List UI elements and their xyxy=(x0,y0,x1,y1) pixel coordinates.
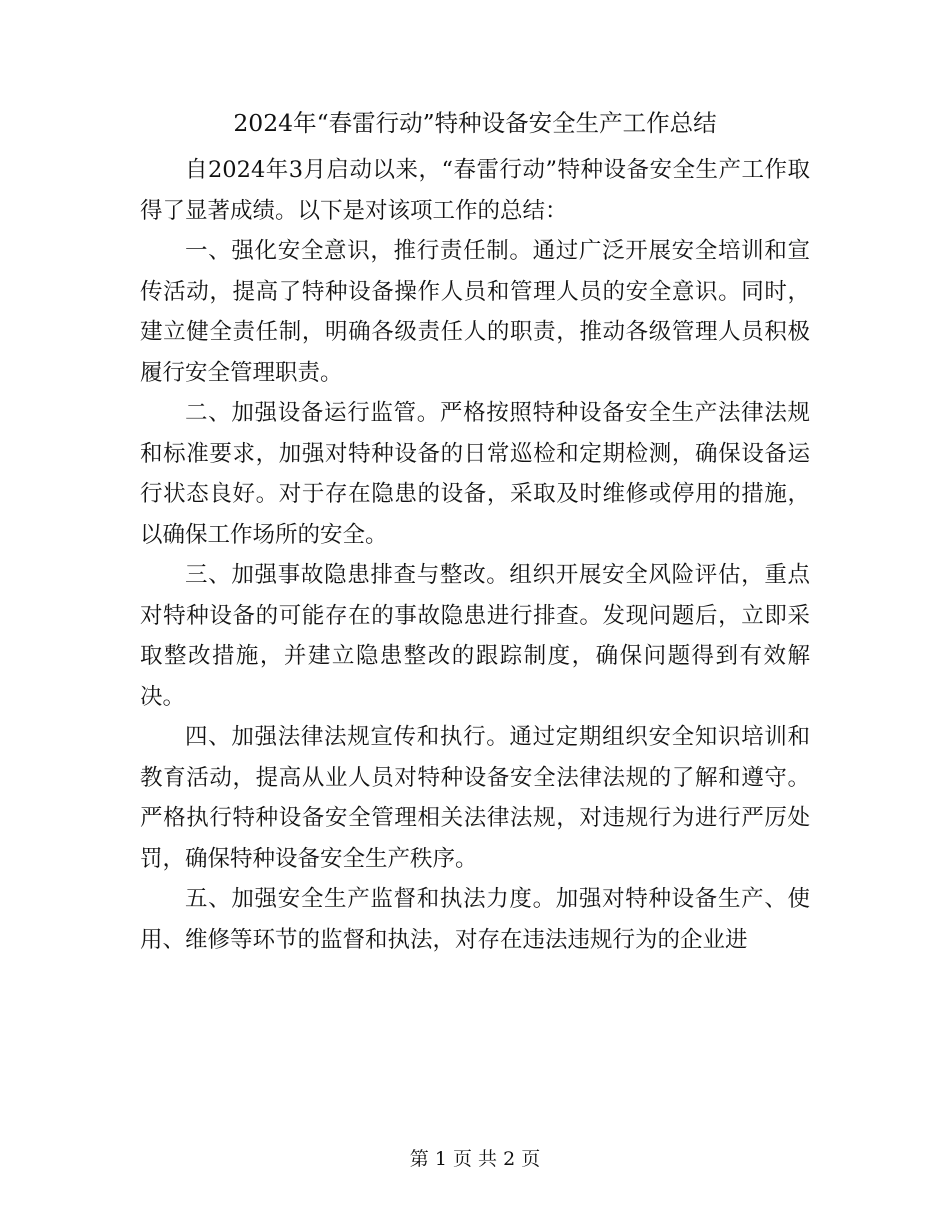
section-three-paragraph: 三、加强事故隐患排查与整改。组织开展安全风险评估，重点对特种设备的可能存在的事故隐患进行排查。发现问题后，立即采取整改措施，并建立隐患整改的跟踪制度，确保问题得到有效解决。 xyxy=(140,562,810,710)
section-one-paragraph: 一、强化安全意识，推行责任制。通过广泛开展安全培训和宣传活动，提高了特种设备操作人员和管理人员的安全意识。同时，建立健全责任制，明确各级责任人的职责，推动各级管理人员积极履行安全管理职责。 xyxy=(140,238,810,386)
document-title: 2024年“春雷行动”特种设备安全生产工作总结 xyxy=(233,109,717,137)
current-page-number: 1 xyxy=(434,1148,447,1170)
page-label-mid: 页 共 xyxy=(452,1148,498,1170)
intro-paragraph: 自2024年3月启动以来，“春雷行动”特种设备安全生产工作取得了显著成绩。以下是对该项工作的总结： xyxy=(140,157,810,224)
section-five-paragraph: 五、加强安全生产监督和执法力度。加强对特种设备生产、使用、维修等环节的监督和执法，对存在违法违规行为的企业进 xyxy=(140,886,810,953)
total-pages-number: 2 xyxy=(503,1148,516,1170)
section-four-paragraph: 四、加强法律法规宣传和执行。通过定期组织安全知识培训和教育活动，提高从业人员对特种设备安全法律法规的了解和遵守。严格执行特种设备安全管理相关法律法规，对违规行为进行严厉处罚，确保特种设备安全生产秩序。 xyxy=(140,724,810,872)
page-label-prefix: 第 xyxy=(409,1148,429,1170)
section-two-paragraph: 二、加强设备运行监管。严格按照特种设备安全生产法律法规和标准要求，加强对特种设备的日常巡检和定期检测，确保设备运行状态良好。对于存在隐患的设备，采取及时维修或停用的措施，以确保工作场所的安全。 xyxy=(140,400,810,548)
page-footer xyxy=(0,1146,950,1172)
document-body xyxy=(140,150,810,960)
page-label-suffix: 页 xyxy=(521,1148,541,1170)
